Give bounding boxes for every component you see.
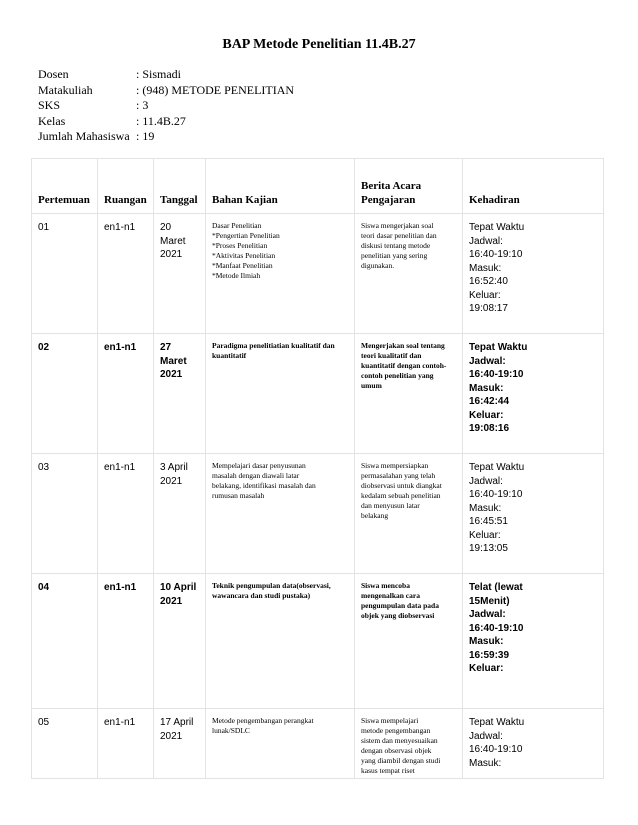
cell-ruangan: [98, 214, 154, 334]
berita-line: Siswa mencoba: [361, 581, 410, 590]
bahan-line: Metode pengembangan perangkat: [212, 716, 314, 725]
pertemuan-value: 01: [38, 222, 50, 233]
cell-ruangan: [98, 334, 154, 454]
cell-tanggal: [154, 454, 206, 574]
ruangan-value: en1-n1: [104, 222, 136, 233]
cell-pertemuan: [32, 334, 98, 454]
meta-row-kelas: [38, 114, 294, 130]
kehadiran-line: 15Menit): [469, 595, 510, 607]
table-header-row: [32, 159, 604, 214]
meta-value: : 11.4B.27: [136, 113, 186, 128]
cell-ruangan: [98, 454, 154, 574]
cell-bahan-kajian: [206, 334, 355, 454]
berita-line: Siswa mempelajari: [361, 716, 419, 725]
header-bahan-kajian: Bahan Kajian: [206, 159, 355, 214]
tanggal-line: 2021: [160, 730, 183, 742]
ruangan-value: en1-n1: [104, 342, 137, 353]
berita-line: diobservasi untuk diangkat: [361, 481, 442, 490]
bap-table: [31, 158, 604, 779]
kehadiran-line: 16:40-19:10: [469, 249, 523, 260]
kehadiran-line: Jadwal:: [469, 235, 503, 247]
header-kehadiran: Kehadiran: [463, 159, 604, 214]
cell-kehadiran: [463, 454, 604, 574]
berita-line: kuantitatif dengan contoh-: [361, 361, 447, 370]
document-title: BAP Metode Penelitian 11.4B.27: [222, 37, 416, 52]
kehadiran-line: 16:40-19:10: [469, 369, 524, 380]
bahan-line: *Metode Ilmiah: [212, 271, 261, 280]
kehadiran-line: Masuk:: [469, 502, 502, 514]
kehadiran-line: 16:42:44: [469, 396, 510, 407]
cell-tanggal: [154, 574, 206, 709]
meta-label: Dosen: [38, 67, 69, 81]
bahan-line: Mempelajari dasar penyusunan: [212, 461, 306, 470]
tanggal-line: 2021: [160, 369, 183, 380]
berita-line: teori kualitatif dan: [361, 351, 422, 360]
kehadiran-line: Tepat Waktu: [469, 717, 525, 728]
kehadiran-line: Jadwal:: [469, 730, 503, 742]
table-row: [32, 709, 604, 779]
kehadiran-line: Masuk:: [469, 382, 504, 394]
kehadiran-line: 16:40-19:10: [469, 744, 523, 755]
berita-line: mengenalkan cara: [361, 591, 420, 600]
berita-line: dan menyusun latar: [361, 501, 420, 510]
kehadiran-line: 19:08:16: [469, 423, 510, 434]
kehadiran-line: Jadwal:: [469, 355, 506, 367]
kehadiran-line: Jadwal:: [469, 475, 503, 487]
meta-value: : 3: [136, 98, 149, 112]
kehadiran-line: Keluar:: [469, 663, 504, 674]
berita-line: Siswa mempersiapkan: [361, 461, 429, 470]
berita-line: diskusi tentang metode: [361, 241, 431, 250]
kehadiran-line: Telat (lewat: [469, 582, 523, 593]
kehadiran-line: Tepat Waktu: [469, 462, 525, 473]
tanggal-line: 10 April: [160, 582, 197, 593]
bahan-line: masalah dengan diawali latar: [212, 471, 300, 480]
cell-bahan-kajian: [206, 709, 355, 779]
berita-line: umum: [361, 381, 382, 390]
cell-ruangan: [98, 709, 154, 779]
meta-block: [38, 67, 294, 145]
kehadiran-line: 16:59:39: [469, 649, 510, 661]
cell-bahan-kajian: [206, 214, 355, 334]
kehadiran-line: 19:13:05: [469, 543, 508, 554]
meta-label: Kelas: [38, 113, 66, 128]
tanggal-line: 27: [160, 342, 172, 353]
berita-line: pengumpulan data pada: [361, 601, 439, 610]
berita-line: permasalahan yang telah: [361, 471, 436, 480]
tanggal-line: 3 April: [160, 462, 188, 473]
bahan-line: *Proses Penelitian: [212, 241, 268, 250]
cell-kehadiran: [463, 334, 604, 454]
bahan-line: kuantitatif: [212, 351, 247, 360]
bahan-line: Paradigma penelitiatian kualitatif dan: [212, 341, 335, 350]
kehadiran-line: 16:40-19:10: [469, 622, 524, 634]
bahan-line: wawancara dan studi pustaka): [212, 591, 311, 600]
cell-berita-acara: [355, 454, 463, 574]
ruangan-value: en1-n1: [104, 717, 136, 728]
berita-line: sistem dan menyesuaikan: [361, 736, 438, 745]
cell-berita-acara: [355, 334, 463, 454]
bahan-line: lunak/SDLC: [212, 726, 250, 735]
bahan-line: rumusan masalah: [212, 491, 265, 500]
kehadiran-line: 19:08:17: [469, 303, 508, 314]
table-row: [32, 454, 604, 574]
cell-bahan-kajian: [206, 454, 355, 574]
pertemuan-value: 03: [38, 462, 50, 473]
berita-line: penelitian yang sering: [361, 251, 428, 260]
tanggal-line: 2021: [160, 595, 183, 607]
meta-row-jumlah-mahasiswa: [38, 129, 294, 145]
cell-pertemuan: [32, 574, 98, 709]
bahan-line: Dasar Penelitian: [212, 221, 262, 230]
meta-value: : Sismadi: [136, 67, 182, 81]
berita-line: kedalam sebuah penelitian: [361, 491, 441, 500]
bahan-line: *Manfaat Penelitian: [212, 261, 273, 270]
table-row: [32, 334, 604, 454]
berita-line: metode pengembangan: [361, 726, 431, 735]
table-row: [32, 214, 604, 334]
berita-line: kasus tempat riset: [361, 766, 415, 775]
kehadiran-line: Masuk:: [469, 262, 502, 274]
meta-row-sks: [38, 98, 294, 114]
cell-pertemuan: [32, 214, 98, 334]
ruangan-value: en1-n1: [104, 582, 137, 593]
bahan-line: *Aktivitas Penelitian: [212, 251, 276, 260]
bahan-line: Teknik pengumpulan data(observasi,: [212, 581, 331, 590]
tanggal-line: 20: [160, 222, 172, 233]
kehadiran-line: Masuk:: [469, 757, 502, 769]
tanggal-line: 17 April: [160, 717, 194, 728]
berita-line: Mengerjakan soal tentang: [361, 341, 445, 350]
meta-label: SKS: [38, 98, 61, 112]
cell-berita-acara: [355, 709, 463, 779]
kehadiran-line: Tepat Waktu: [469, 222, 525, 233]
kehadiran-line: Jadwal:: [469, 609, 506, 620]
berita-line: contoh penelitian yang: [361, 371, 434, 380]
kehadiran-line: Keluar:: [469, 409, 504, 421]
cell-kehadiran: [463, 214, 604, 334]
table-row: [32, 574, 604, 709]
pertemuan-value: 05: [38, 717, 50, 728]
cell-ruangan: [98, 574, 154, 709]
tanggal-line: 2021: [160, 249, 183, 260]
berita-line: objek yang diobservasi: [361, 611, 435, 620]
kehadiran-line: Keluar:: [469, 529, 501, 541]
kehadiran-line: Keluar:: [469, 289, 501, 301]
cell-berita-acara: [355, 574, 463, 709]
kehadiran-line: Tepat Waktu: [469, 342, 528, 353]
pertemuan-value: 04: [38, 582, 50, 593]
kehadiran-line: 16:52:40: [469, 276, 508, 287]
bahan-line: *Pengertian Penelitian: [212, 231, 280, 240]
berita-line: belakang: [361, 511, 389, 520]
header-berita-acara: Berita Acara Pengajaran: [355, 159, 463, 214]
kehadiran-line: 16:45:51: [469, 516, 508, 527]
kehadiran-line: Masuk:: [469, 636, 504, 647]
pertemuan-value: 02: [38, 342, 50, 353]
meta-row-dosen: [38, 67, 294, 83]
cell-berita-acara: [355, 214, 463, 334]
cell-tanggal: [154, 214, 206, 334]
ruangan-value: en1-n1: [104, 462, 136, 473]
meta-label: Matakuliah: [38, 82, 93, 97]
meta-label: Jumlah Mahasiswa: [38, 129, 130, 143]
cell-pertemuan: [32, 454, 98, 574]
cell-kehadiran: [463, 574, 604, 709]
header-pertemuan: Pertemuan: [32, 159, 98, 214]
kehadiran-line: 16:40-19:10: [469, 489, 523, 500]
tanggal-line: Maret: [160, 235, 186, 247]
meta-value: : (948) METODE PENELITIAN: [136, 82, 295, 97]
berita-line: dengan observasi objek: [361, 746, 432, 755]
cell-kehadiran: [463, 709, 604, 779]
tanggal-line: 2021: [160, 475, 183, 487]
tanggal-line: Maret: [160, 355, 187, 367]
berita-line: yang diambil dengan studi: [361, 756, 441, 765]
berita-line: Siswa mengerjakan soal: [361, 221, 434, 230]
header-ruangan: Ruangan: [98, 159, 154, 214]
meta-value: : 19: [136, 129, 155, 143]
header-tanggal: Tanggal: [154, 159, 206, 214]
cell-bahan-kajian: [206, 574, 355, 709]
cell-pertemuan: [32, 709, 98, 779]
bahan-line: belakang, identifikasi masalah dan: [212, 481, 316, 490]
cell-tanggal: [154, 334, 206, 454]
berita-line: teori dasar penelitian dan: [361, 231, 437, 240]
cell-tanggal: [154, 709, 206, 779]
berita-line: digunakan.: [361, 261, 395, 270]
meta-row-matakuliah: [38, 83, 294, 99]
